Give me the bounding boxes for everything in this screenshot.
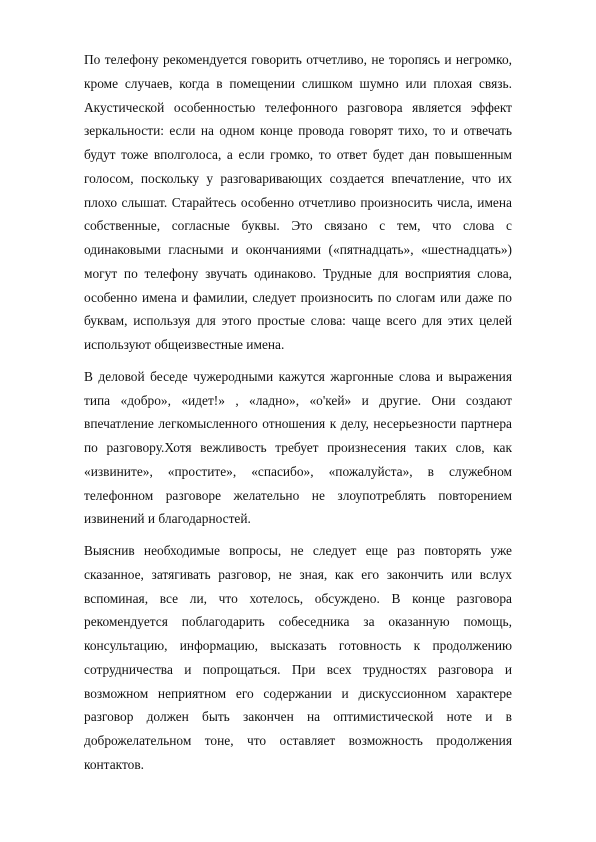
document-page	[84, 48, 512, 785]
paragraph-3: Выяснив необходимые вопросы, не следует еще раз повторять уже сказанное, затягивать разговор, не зная, как его закончить или вслух вспоминая, все ли, что хотелось, обсуждено. В конце разговора рекомендуется поблагодарить собеседника за оказанную помощь, консультацию, информацию, высказать готовность к продолжению сотрудничества и попрощаться. При всех трудностях разговора и возможном неприятном его содержании и дискуссионном характере разговор должен быть закончен на оптимистической ноте и в доброжелательном тоне, что оставляет возможность продолжения контактов.	[84, 543, 512, 772]
paragraph-1: По телефону рекомендуется говорить отчетливо, не торопясь и негромко, кроме случаев, когда в помещении слишком шумно или плохая связь. Акустической особенностью телефонного разговора является эффект зеркальности: если на одном конце провода говорят тихо, то и отвечать будут тоже вполголоса, а если громко, то ответ будет дан повышенным голосом, поскольку у разговаривающих создается впечатление, что их плохо слышат. Старайтесь особенно отчетливо произносить числа, имена собственные, согласные буквы. Это связано с тем, что слова с одинаковыми гласными и окончаниями («пятнадцать», «шестнадцать») могут по телефону звучать одинаково. Трудные для восприятия слова, особенно имена и фамилии, следует произносить по слогам или даже по буквам, используя для этого простые слова: чаще всего для этих целей используют общеизвестные имена.	[84, 52, 512, 352]
paragraph-2: В деловой беседе чужеродными кажутся жаргонные слова и выражения типа «добро», «идет!» , «ладно», «о'кей» и другие. Они создают впечатление легкомысленного отношения к делу, несерьезности партнера по разговору.Хотя вежливость требует произнесения таких слов, как «извините», «простите», «спасибо», «пожалуйста», в служебном телефонном разговоре желательно не злоупотреблять повторением извинений и благодарностей.	[84, 368, 512, 527]
